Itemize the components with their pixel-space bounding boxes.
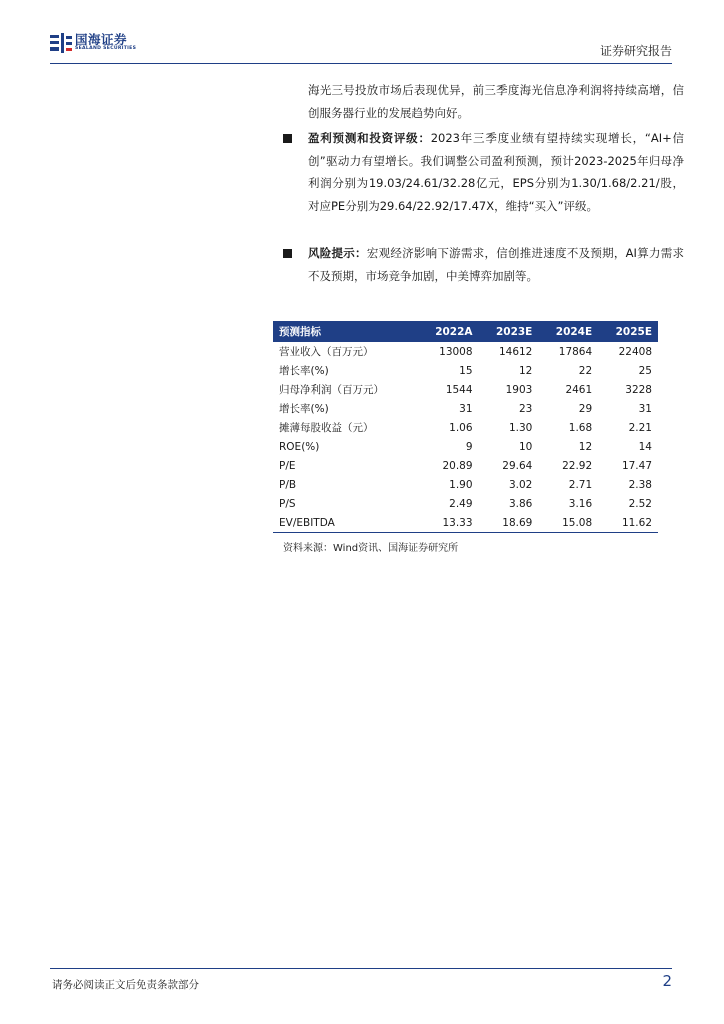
table-header-row — [273, 321, 658, 342]
table-cell: 2.52 — [628, 497, 652, 510]
table-cell: 12 — [518, 364, 533, 377]
table-cell: 1.30 — [508, 421, 533, 434]
table-row — [273, 513, 658, 533]
row-label: EV/EBITDA — [273, 513, 418, 533]
paragraph-lead: 风险提示： — [308, 246, 367, 260]
table-cell: 1.06 — [449, 421, 473, 434]
column-header: 2025E — [615, 325, 652, 338]
table-row — [273, 342, 658, 361]
table-cell: 22.92 — [562, 459, 593, 472]
table-cell: 22 — [578, 364, 593, 377]
paragraph-text: 海光三号投放市场后表现优异，前三季度海光信息净利润将持续高增，信创服务器行业的发展趋势向好。 — [308, 83, 684, 120]
logo-mark-icon — [50, 33, 72, 53]
row-label: 摊薄每股收益（元） — [279, 422, 374, 434]
table-source-note: 资料来源：Wind资讯、国海证券研究所 — [283, 543, 459, 554]
company-logo — [50, 33, 136, 53]
header-divider — [50, 63, 672, 64]
row-label: P/S — [279, 497, 296, 510]
table-cell: 31 — [638, 402, 652, 415]
logo-chinese-name: 国海证券 — [75, 31, 128, 47]
column-header: 2024E — [555, 325, 593, 338]
table-cell: 11.62 — [598, 513, 658, 533]
table-cell: 15.08 — [538, 513, 598, 533]
row-label: P/B — [279, 478, 297, 491]
report-type-label: 证券研究报告 — [599, 44, 672, 58]
table-cell: 29 — [578, 402, 593, 415]
forecast-table-container — [273, 321, 658, 533]
row-label: 增长率(%) — [279, 403, 329, 415]
table-cell: 25 — [638, 364, 652, 377]
table-cell: 20.89 — [442, 459, 473, 472]
footer-divider — [50, 968, 672, 969]
table-cell: 2.21 — [628, 421, 652, 434]
table-cell: 1903 — [505, 383, 533, 396]
table-row — [273, 494, 658, 513]
bullet-marker — [283, 249, 292, 258]
table-row — [273, 475, 658, 494]
table-cell: 2.71 — [568, 478, 593, 491]
table-row — [273, 380, 658, 399]
table-cell: 10 — [518, 440, 533, 453]
table-cell: 15 — [459, 364, 473, 377]
table-cell: 2.49 — [449, 497, 473, 510]
table-cell: 1.68 — [568, 421, 593, 434]
bullet-marker — [283, 134, 292, 143]
table-row — [273, 456, 658, 475]
table-cell: 3.16 — [568, 497, 593, 510]
table-row — [273, 399, 658, 418]
table-cell: 3.86 — [508, 497, 533, 510]
table-cell: 3228 — [625, 383, 652, 396]
row-label: ROE(%) — [279, 440, 320, 453]
page-number: 2 — [662, 972, 672, 990]
forecast-table — [273, 321, 658, 533]
table-cell: 2461 — [565, 383, 593, 396]
column-header: 预测指标 — [279, 326, 321, 338]
table-cell: 9 — [465, 440, 473, 453]
table-cell: 13008 — [439, 345, 473, 358]
table-cell: 17864 — [558, 345, 593, 358]
table-cell: 17.47 — [621, 459, 652, 472]
table-row — [273, 361, 658, 380]
paragraph-lead: 盈利预测和投资评级： — [308, 131, 431, 145]
table-row — [273, 418, 658, 437]
table-cell: 1544 — [445, 383, 473, 396]
risk-paragraph — [308, 242, 684, 287]
table-cell: 2.38 — [628, 478, 652, 491]
row-label: 营业收入（百万元） — [279, 346, 374, 358]
table-cell: 1.90 — [449, 478, 473, 491]
table-cell: 12 — [578, 440, 593, 453]
logo-english-name: SEALAND SECURITIES — [75, 46, 137, 52]
column-header: 2022A — [435, 325, 473, 338]
table-cell: 22408 — [618, 345, 652, 358]
table-cell: 31 — [459, 402, 473, 415]
intro-paragraph — [308, 79, 684, 124]
row-label: 增长率(%) — [279, 365, 329, 377]
paragraph-text: 2023年三季度业绩有望持续实现增长，“AI+信创”驱动力有望增长。我们调整公司盈利预测，预计2023-2025年归母净利润分别为19.03/24.61/32.28亿元，EPS分别为1.30/1.68/2.21/股，对应PE分别为29.64/22.92/17.47X，维持“买入”评级。 — [308, 131, 684, 213]
paragraph-text: 宏观经济影响下游需求，信创推进速度不及预期，AI算力需求不及预期，市场竞争加剧，中美博弈加剧等。 — [308, 246, 684, 283]
table-cell: 3.02 — [508, 478, 533, 491]
table-cell: 13.33 — [418, 513, 479, 533]
column-header: 2023E — [495, 325, 533, 338]
table-cell: 14612 — [498, 345, 533, 358]
row-label: 归母净利润（百万元） — [279, 384, 384, 396]
footer-disclaimer: 请务必阅读正文后免责条款部分 — [52, 979, 199, 991]
table-cell: 14 — [638, 440, 652, 453]
table-cell: 18.69 — [479, 513, 539, 533]
row-label: P/E — [279, 459, 296, 472]
table-row — [273, 437, 658, 456]
table-cell: 29.64 — [502, 459, 533, 472]
table-cell: 23 — [518, 402, 533, 415]
forecast-paragraph — [308, 127, 684, 217]
